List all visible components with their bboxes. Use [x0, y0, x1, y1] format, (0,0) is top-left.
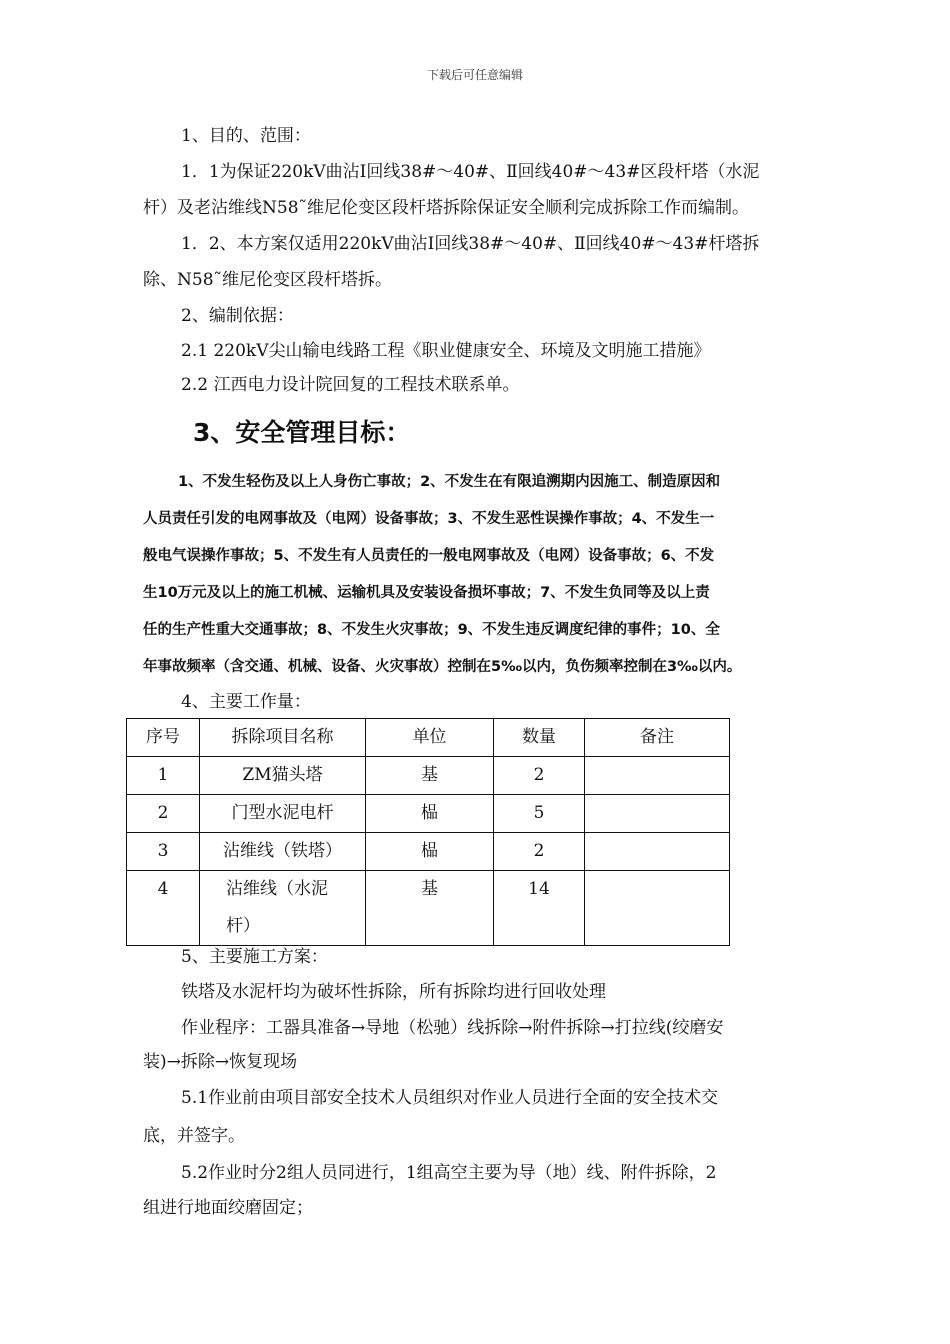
- table-cell: [585, 795, 730, 833]
- basis-item-2-2: 2.2 江西电力设计院回复的工程技术联系单。: [181, 375, 520, 395]
- table-header-cell: 单位: [366, 719, 494, 757]
- basis-item-2-1: 2.1 220kV尖山输电线路工程《职业健康安全、环境及文明施工措施》: [181, 341, 711, 361]
- table-cell: [585, 871, 730, 946]
- safety-goal-line: 任的生产性重大交通事故；8、不发生火灾事故；9、不发生违反调度纪律的事件；10、全: [143, 622, 720, 638]
- table-cell: 沾维线（铁塔）: [200, 833, 366, 871]
- table-cell: 门型水泥电杆: [200, 795, 366, 833]
- safety-goal-line: 1、不发生轻伤及以上人身伤亡事故；2、不发生在有限追溯期内因施工、制造原因和: [178, 474, 721, 490]
- table-cell: 2: [494, 833, 585, 871]
- paragraph-5-2-line2: 组进行地面绞磨固定；: [143, 1198, 313, 1218]
- table-header-cell: 拆除项目名称: [200, 719, 366, 757]
- table-cell: [585, 757, 730, 795]
- table-cell: 2: [127, 795, 200, 833]
- table-header-cell: 备注: [585, 719, 730, 757]
- table-row: [127, 795, 730, 833]
- section5-heading: 5、主要施工方案：: [181, 947, 328, 967]
- paragraph-5-1-line2: 底，并签字。: [143, 1126, 245, 1146]
- table-cell: 3: [127, 833, 200, 871]
- header-note: 下载后可任意编辑: [426, 68, 523, 82]
- table-row: [127, 871, 730, 946]
- paragraph-5-2-line1: 5.2作业时分2组人员同进行，1组高空主要为导（地）线、附件拆除，2: [181, 1163, 717, 1183]
- table-cell: 14: [494, 871, 585, 946]
- table-cell: 榀: [366, 795, 494, 833]
- procedure-line1: 作业程序：工器具准备→导地（松驰）线拆除→附件拆除→打拉线(绞磨安: [181, 1018, 724, 1038]
- table-cell: ZM猫头塔: [200, 757, 366, 795]
- paragraph-1-2-line1: 1．2、本方案仅适用220kV曲沾Ⅰ回线38#～40#、Ⅱ回线40#～43#杆塔拆: [181, 234, 760, 254]
- safety-goal-line: 般电气误操作事故；5、不发生有人员责任的一般电网事故及（电网）设备事故；6、不发: [143, 548, 715, 564]
- procedure-line2: 装)→拆除→恢复现场: [143, 1052, 298, 1072]
- section1-heading: 1、目的、范围：: [181, 126, 311, 146]
- table-cell: [585, 833, 730, 871]
- table-cell: 榀: [366, 833, 494, 871]
- paragraph-5-1-line1: 5.1作业前由项目部安全技术人员组织对作业人员进行全面的安全技术交: [181, 1088, 719, 1108]
- table-row: [127, 833, 730, 871]
- section4-heading: 4、主要工作量：: [181, 692, 311, 712]
- table-cell-text: 沾维线（水泥杆）: [226, 879, 328, 936]
- safety-goal-line: 生10万元及以上的施工机械、运输机具及安装设备损坏事故；7、不发生负同等及以上责: [143, 585, 710, 601]
- table-row: [127, 757, 730, 795]
- workload-table: [126, 718, 730, 946]
- table-header-row: [127, 719, 730, 757]
- table-cell: 基: [366, 757, 494, 795]
- table-cell: 基: [366, 871, 494, 946]
- table-cell: 5: [494, 795, 585, 833]
- table-cell: 1: [127, 757, 200, 795]
- table-cell: 2: [494, 757, 585, 795]
- table-cell: [200, 871, 366, 946]
- table-cell: 4: [127, 871, 200, 946]
- table-header-cell: 数量: [494, 719, 585, 757]
- paragraph-1-1-line2: 杆）及老沾维线N58˜维尼伦变区段杆塔拆除保证安全顺利完成拆除工作而编制。: [143, 198, 750, 218]
- paragraph-1-1-line1: 1．1为保证220kV曲沾Ⅰ回线38#～40#、Ⅱ回线40#～43#区段杆塔（水泥: [181, 162, 760, 182]
- table-header-cell: 序号: [127, 719, 200, 757]
- safety-goal-line: 年事故频率（含交通、机械、设备、火灾事故）控制在5‰以内，负伤频率控制在3‰以内。: [143, 659, 742, 675]
- plan-paragraph: 铁塔及水泥杆均为破坏性拆除，所有拆除均进行回收处理: [181, 982, 606, 1002]
- section3-heading: 3、安全管理目标：: [193, 418, 411, 447]
- paragraph-1-2-line2: 除、N58˜维尼伦变区段杆塔拆。: [143, 270, 393, 290]
- section2-heading: 2、编制依据：: [181, 306, 294, 326]
- safety-goal-line: 人员责任引发的电网事故及（电网）设备事故；3、不发生恶性误操作事故；4、不发生一: [143, 511, 715, 527]
